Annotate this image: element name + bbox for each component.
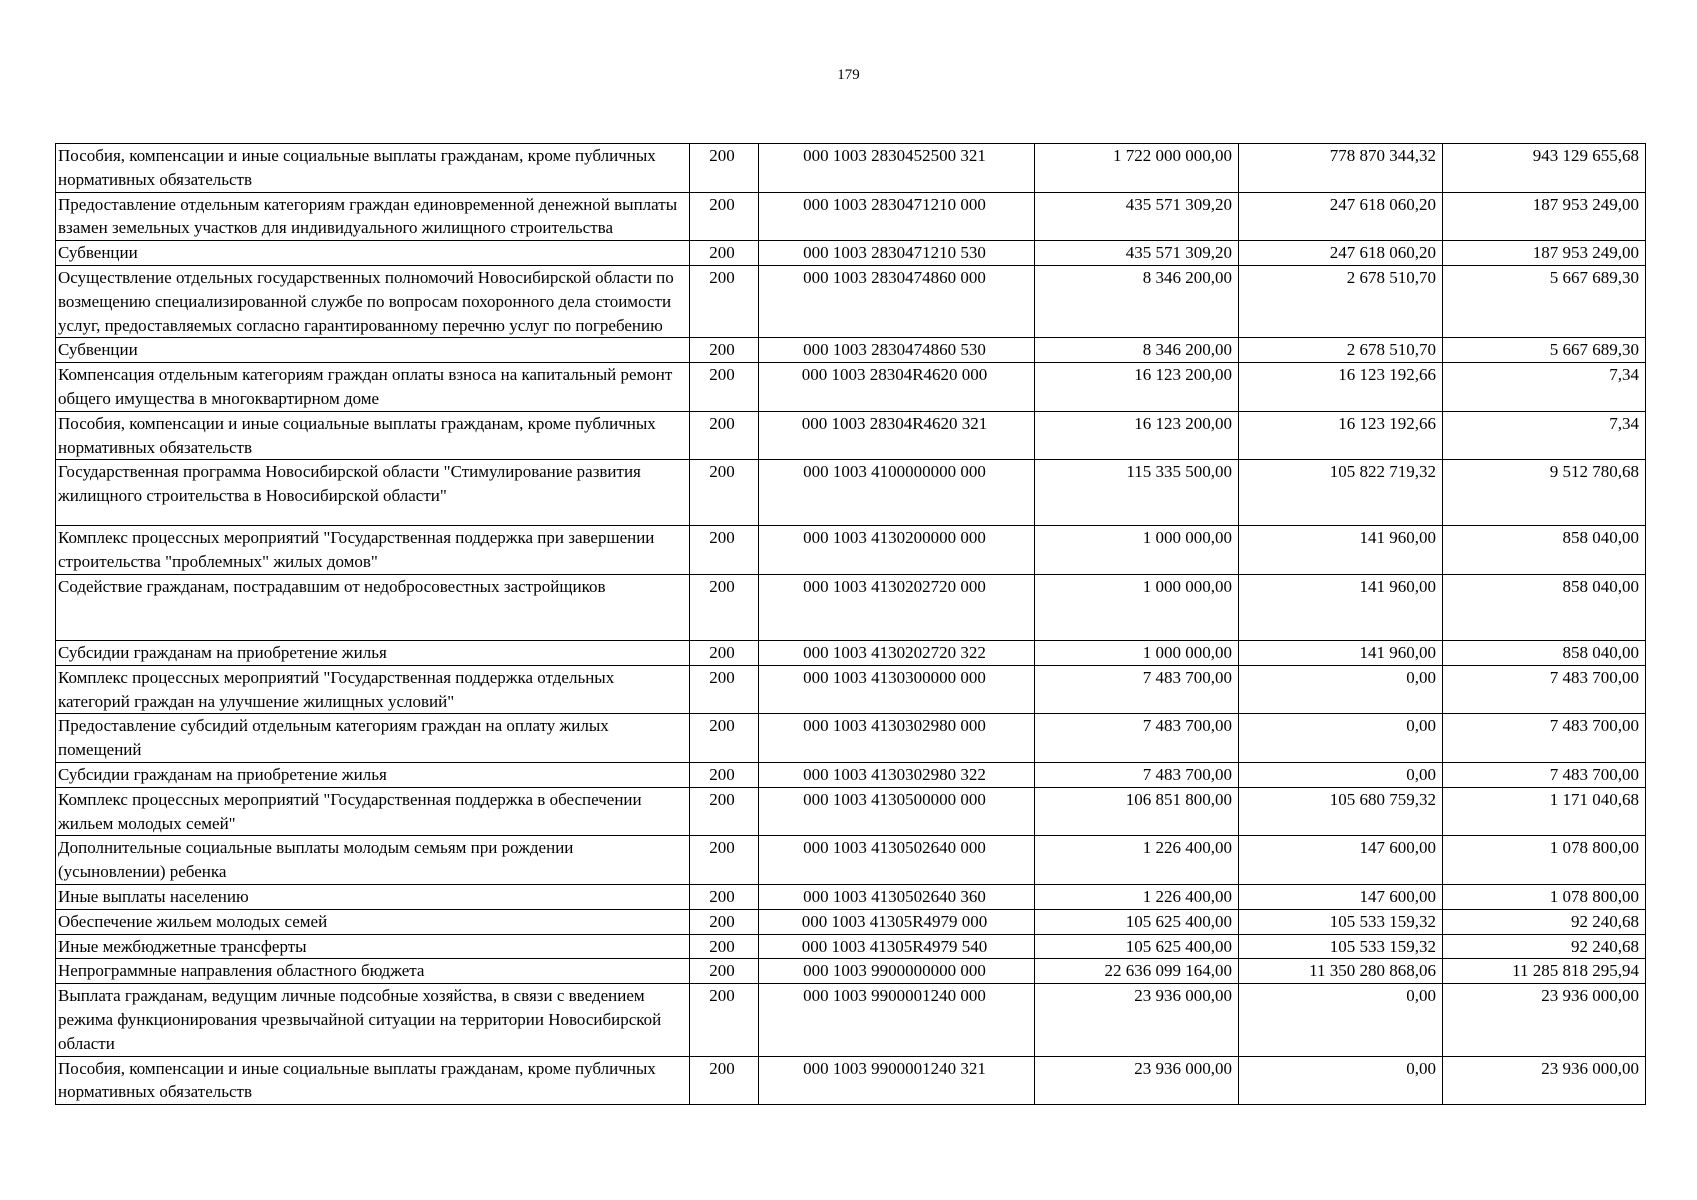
- row-unexecuted-cell: 1 171 040,68: [1443, 787, 1646, 836]
- row-approved-cell: 115 335 500,00: [1035, 460, 1239, 526]
- row-executed-cell: 141 960,00: [1239, 526, 1443, 575]
- row-unexecuted-cell: 7 483 700,00: [1443, 762, 1646, 787]
- row-line-code-cell: 200: [690, 363, 759, 412]
- row-approved-cell: 435 571 309,20: [1035, 192, 1239, 241]
- row-unexecuted-cell: 23 936 000,00: [1443, 1056, 1646, 1105]
- row-approved-cell: 16 123 200,00: [1035, 411, 1239, 460]
- row-budget-code-cell: 000 1003 4130302980 000: [759, 714, 1035, 763]
- row-line-code-cell: 200: [690, 265, 759, 337]
- row-budget-code-cell: 000 1003 4100000000 000: [759, 460, 1035, 526]
- row-budget-code-cell: 000 1003 2830471210 000: [759, 192, 1035, 241]
- row-line-code-cell: 200: [690, 460, 759, 526]
- row-approved-cell: 1 722 000 000,00: [1035, 144, 1239, 193]
- row-budget-code-cell: 000 1003 2830471210 530: [759, 241, 1035, 266]
- row-unexecuted-cell: 943 129 655,68: [1443, 144, 1646, 193]
- row-name-cell: Предоставление субсидий отдельным категориям граждан на оплату жилых помещений: [56, 714, 690, 763]
- row-line-code-cell: 200: [690, 338, 759, 363]
- row-executed-cell: 141 960,00: [1239, 640, 1443, 665]
- row-line-code-cell: 200: [690, 714, 759, 763]
- row-executed-cell: 247 618 060,20: [1239, 192, 1443, 241]
- row-name-cell: Выплата гражданам, ведущим личные подсобные хозяйства, в связи с введением режима функционирования чрезвычайной ситуации на территории Новосибирской области: [56, 984, 690, 1056]
- row-line-code-cell: 200: [690, 144, 759, 193]
- budget-execution-table: [55, 143, 1646, 1105]
- row-budget-code-cell: 000 1003 4130502640 000: [759, 836, 1035, 885]
- row-executed-cell: 105 533 159,32: [1239, 909, 1443, 934]
- row-approved-cell: 1 000 000,00: [1035, 526, 1239, 575]
- row-unexecuted-cell: 5 667 689,30: [1443, 265, 1646, 337]
- row-budget-code-cell: 000 1003 4130302980 322: [759, 762, 1035, 787]
- row-line-code-cell: 200: [690, 665, 759, 714]
- row-unexecuted-cell: 9 512 780,68: [1443, 460, 1646, 526]
- row-approved-cell: 23 936 000,00: [1035, 1056, 1239, 1105]
- row-line-code-cell: 200: [690, 884, 759, 909]
- row-budget-code-cell: 000 1003 28304R4620 000: [759, 363, 1035, 412]
- table-row: [56, 241, 1646, 266]
- table-row: [56, 909, 1646, 934]
- row-name-cell: Дополнительные социальные выплаты молодым семьям при рождении (усыновлении) ребенка: [56, 836, 690, 885]
- row-approved-cell: 16 123 200,00: [1035, 363, 1239, 412]
- row-name-cell: Комплекс процессных мероприятий "Государственная поддержка в обеспечении жильем молодых семей": [56, 787, 690, 836]
- row-name-cell: Предоставление отдельным категориям граждан единовременной денежной выплаты взамен земельных участков для индивидуального жилищного строительства: [56, 192, 690, 241]
- row-unexecuted-cell: 7 483 700,00: [1443, 714, 1646, 763]
- row-approved-cell: 435 571 309,20: [1035, 241, 1239, 266]
- row-approved-cell: 23 936 000,00: [1035, 984, 1239, 1056]
- row-budget-code-cell: 000 1003 2830474860 530: [759, 338, 1035, 363]
- row-unexecuted-cell: 187 953 249,00: [1443, 192, 1646, 241]
- row-unexecuted-cell: 1 078 800,00: [1443, 836, 1646, 885]
- row-executed-cell: 105 822 719,32: [1239, 460, 1443, 526]
- row-line-code-cell: 200: [690, 411, 759, 460]
- table-row: [56, 338, 1646, 363]
- row-line-code-cell: 200: [690, 526, 759, 575]
- row-budget-code-cell: 000 1003 2830474860 000: [759, 265, 1035, 337]
- row-name-cell: Содействие гражданам, пострадавшим от недобросовестных застройщиков: [56, 574, 690, 640]
- row-budget-code-cell: 000 1003 9900000000 000: [759, 959, 1035, 984]
- row-executed-cell: 16 123 192,66: [1239, 411, 1443, 460]
- table-row: [56, 460, 1646, 526]
- row-executed-cell: 105 680 759,32: [1239, 787, 1443, 836]
- row-unexecuted-cell: 7,34: [1443, 363, 1646, 412]
- row-executed-cell: 0,00: [1239, 762, 1443, 787]
- row-executed-cell: 0,00: [1239, 984, 1443, 1056]
- table-row: [56, 526, 1646, 575]
- row-unexecuted-cell: 1 078 800,00: [1443, 884, 1646, 909]
- row-approved-cell: 1 000 000,00: [1035, 574, 1239, 640]
- row-name-cell: Пособия, компенсации и иные социальные выплаты гражданам, кроме публичных нормативных обязательств: [56, 411, 690, 460]
- row-unexecuted-cell: 858 040,00: [1443, 574, 1646, 640]
- row-name-cell: Пособия, компенсации и иные социальные выплаты гражданам, кроме публичных нормативных обязательств: [56, 144, 690, 193]
- row-unexecuted-cell: 92 240,68: [1443, 909, 1646, 934]
- row-budget-code-cell: 000 1003 4130200000 000: [759, 526, 1035, 575]
- row-line-code-cell: 200: [690, 192, 759, 241]
- row-name-cell: Непрограммные направления областного бюджета: [56, 959, 690, 984]
- row-line-code-cell: 200: [690, 934, 759, 959]
- row-line-code-cell: 200: [690, 574, 759, 640]
- table-row: [56, 984, 1646, 1056]
- row-executed-cell: 0,00: [1239, 1056, 1443, 1105]
- row-executed-cell: 247 618 060,20: [1239, 241, 1443, 266]
- row-line-code-cell: 200: [690, 984, 759, 1056]
- row-budget-code-cell: 000 1003 4130202720 322: [759, 640, 1035, 665]
- row-unexecuted-cell: 92 240,68: [1443, 934, 1646, 959]
- row-approved-cell: 1 226 400,00: [1035, 884, 1239, 909]
- row-executed-cell: 2 678 510,70: [1239, 338, 1443, 363]
- row-unexecuted-cell: 5 667 689,30: [1443, 338, 1646, 363]
- row-approved-cell: 7 483 700,00: [1035, 665, 1239, 714]
- table-row: [56, 192, 1646, 241]
- row-approved-cell: 105 625 400,00: [1035, 934, 1239, 959]
- table-row: [56, 265, 1646, 337]
- row-unexecuted-cell: 858 040,00: [1443, 640, 1646, 665]
- table-row: [56, 411, 1646, 460]
- table-row: [56, 665, 1646, 714]
- table-row: [56, 363, 1646, 412]
- row-executed-cell: 16 123 192,66: [1239, 363, 1443, 412]
- table-row: [56, 884, 1646, 909]
- row-name-cell: Пособия, компенсации и иные социальные выплаты гражданам, кроме публичных нормативных обязательств: [56, 1056, 690, 1105]
- row-executed-cell: 147 600,00: [1239, 884, 1443, 909]
- row-budget-code-cell: 000 1003 4130500000 000: [759, 787, 1035, 836]
- row-budget-code-cell: 000 1003 4130502640 360: [759, 884, 1035, 909]
- table-row: [56, 144, 1646, 193]
- row-executed-cell: 11 350 280 868,06: [1239, 959, 1443, 984]
- row-budget-code-cell: 000 1003 9900001240 321: [759, 1056, 1035, 1105]
- row-name-cell: Обеспечение жильем молодых семей: [56, 909, 690, 934]
- row-name-cell: Комплекс процессных мероприятий "Государственная поддержка при завершении строительства "проблемных" жилых домов": [56, 526, 690, 575]
- row-unexecuted-cell: 187 953 249,00: [1443, 241, 1646, 266]
- table-row: [56, 640, 1646, 665]
- row-executed-cell: 0,00: [1239, 665, 1443, 714]
- row-budget-code-cell: 000 1003 28304R4620 321: [759, 411, 1035, 460]
- table-row: [56, 934, 1646, 959]
- row-line-code-cell: 200: [690, 836, 759, 885]
- table-row: [56, 714, 1646, 763]
- row-executed-cell: 141 960,00: [1239, 574, 1443, 640]
- row-unexecuted-cell: 7 483 700,00: [1443, 665, 1646, 714]
- row-unexecuted-cell: 11 285 818 295,94: [1443, 959, 1646, 984]
- row-executed-cell: 147 600,00: [1239, 836, 1443, 885]
- row-approved-cell: 8 346 200,00: [1035, 265, 1239, 337]
- table-row: [56, 959, 1646, 984]
- row-unexecuted-cell: 23 936 000,00: [1443, 984, 1646, 1056]
- row-line-code-cell: 200: [690, 787, 759, 836]
- row-name-cell: Субсидии гражданам на приобретение жилья: [56, 762, 690, 787]
- row-line-code-cell: 200: [690, 909, 759, 934]
- row-line-code-cell: 200: [690, 241, 759, 266]
- row-name-cell: Субвенции: [56, 338, 690, 363]
- row-line-code-cell: 200: [690, 762, 759, 787]
- row-budget-code-cell: 000 1003 2830452500 321: [759, 144, 1035, 193]
- row-approved-cell: 1 226 400,00: [1035, 836, 1239, 885]
- row-executed-cell: 778 870 344,32: [1239, 144, 1443, 193]
- row-name-cell: Осуществление отдельных государственных полномочий Новосибирской области по возмещению специализированной службе по вопросам похоронного дела стоимости услуг, предоставляемых согласно гарантированному перечню услуг по погребению: [56, 265, 690, 337]
- row-unexecuted-cell: 7,34: [1443, 411, 1646, 460]
- row-line-code-cell: 200: [690, 959, 759, 984]
- row-name-cell: Компенсация отдельным категориям граждан оплаты взноса на капитальный ремонт общего имущества в многоквартирном доме: [56, 363, 690, 412]
- table-body: [56, 144, 1646, 1105]
- row-approved-cell: 1 000 000,00: [1035, 640, 1239, 665]
- row-approved-cell: 22 636 099 164,00: [1035, 959, 1239, 984]
- row-name-cell: Субсидии гражданам на приобретение жилья: [56, 640, 690, 665]
- row-unexecuted-cell: 858 040,00: [1443, 526, 1646, 575]
- table-row: [56, 787, 1646, 836]
- row-approved-cell: 7 483 700,00: [1035, 714, 1239, 763]
- row-approved-cell: 106 851 800,00: [1035, 787, 1239, 836]
- row-executed-cell: 105 533 159,32: [1239, 934, 1443, 959]
- row-name-cell: Государственная программа Новосибирской области "Стимулирование развития жилищного строительства в Новосибирской области": [56, 460, 690, 526]
- row-name-cell: Субвенции: [56, 241, 690, 266]
- row-budget-code-cell: 000 1003 4130202720 000: [759, 574, 1035, 640]
- row-budget-code-cell: 000 1003 9900001240 000: [759, 984, 1035, 1056]
- row-approved-cell: 8 346 200,00: [1035, 338, 1239, 363]
- table-row: [56, 574, 1646, 640]
- row-budget-code-cell: 000 1003 4130300000 000: [759, 665, 1035, 714]
- row-name-cell: Иные межбюджетные трансферты: [56, 934, 690, 959]
- row-executed-cell: 0,00: [1239, 714, 1443, 763]
- table-row: [56, 1056, 1646, 1105]
- page-number: 179: [837, 67, 860, 83]
- table-row: [56, 762, 1646, 787]
- row-budget-code-cell: 000 1003 41305R4979 000: [759, 909, 1035, 934]
- row-approved-cell: 7 483 700,00: [1035, 762, 1239, 787]
- row-line-code-cell: 200: [690, 640, 759, 665]
- row-executed-cell: 2 678 510,70: [1239, 265, 1443, 337]
- row-name-cell: Иные выплаты населению: [56, 884, 690, 909]
- row-line-code-cell: 200: [690, 1056, 759, 1105]
- row-approved-cell: 105 625 400,00: [1035, 909, 1239, 934]
- row-name-cell: Комплекс процессных мероприятий "Государственная поддержка отдельных категорий граждан на улучшение жилищных условий": [56, 665, 690, 714]
- table-row: [56, 836, 1646, 885]
- row-budget-code-cell: 000 1003 41305R4979 540: [759, 934, 1035, 959]
